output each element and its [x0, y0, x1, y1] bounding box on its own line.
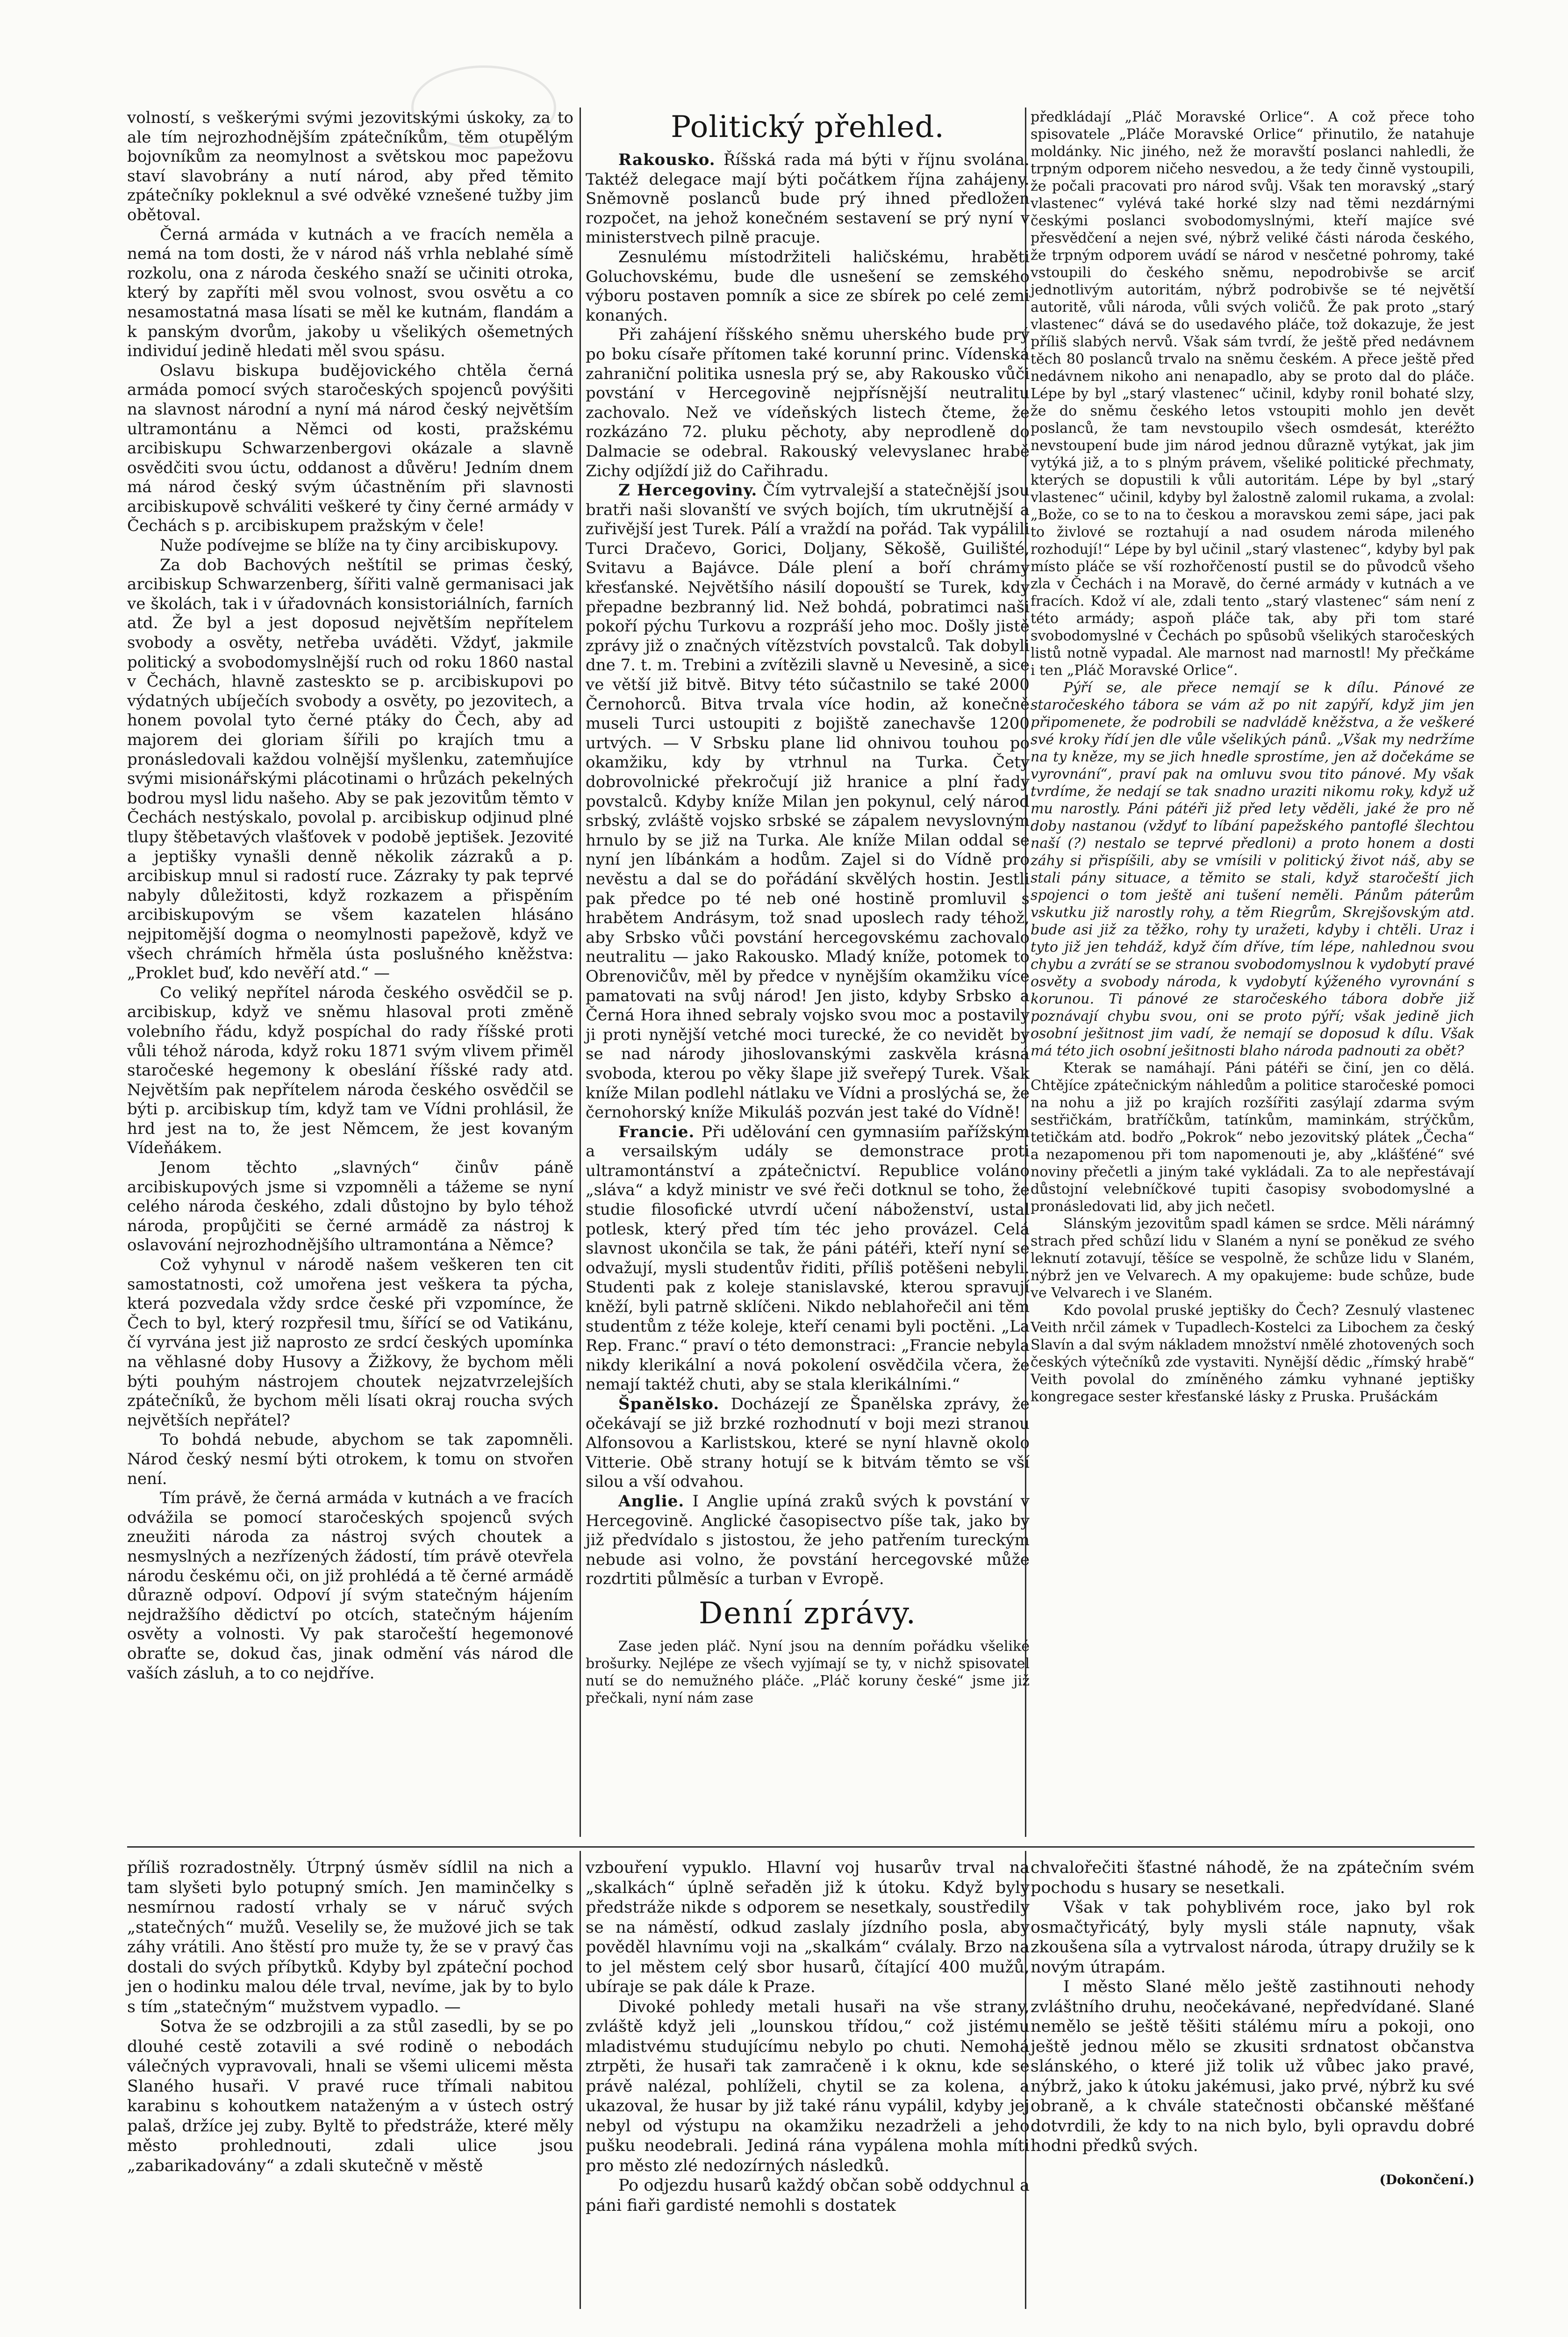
paragraph: Kdo povolal pruské jeptišky do Čech? Zesnulý vlastenec Veith nrčil zámek v Tupadlech-Kostelci za Libochem za český Slavín a dal svým nákladem množství nmělé zhotovených soch českých výtečníků zde vystaviti. Nynější dědic „římský hrabě“ Veith povolal do zmíněného zámku vyhnané jeptišky kongregace sester křesťanské lásky z Pruska. Prušáckám: [1031, 1302, 1475, 1405]
paragraph: Slánským jezovitům spadl kámen se srdce. Měli nárámný strach před schůzí lidu v Slaném a nyní se poněkud ze svého leknutí zotavují, těšíce se vespolně, že schůze lidu v Slaném, nýbrž jen ve Velvarech. A my opakujeme: bude schůze, bude ve Velvarech i ve Slaném.: [1031, 1216, 1475, 1301]
section-heading: Anglie.: [618, 1491, 685, 1511]
section-heading: Francie.: [618, 1122, 695, 1141]
section-heading: Z Hercegoviny.: [618, 481, 758, 500]
paragraph: Černá armáda v kutnách a ve fracích neměla a nemá na tom dosti, že v národ náš vrhla neblahé símě rozkolu, ona z národa českého snaží se učiniti otroka, který by zapříti měl svou volnost, svou osvětu a co nesamostatná masa lísati se měl ke kutnám, flandám a k panským dvorům, jakoby u všelikých ošemetných individuí jedině hledati měl svou spásu.: [127, 225, 573, 361]
continued-note: (Dokončení.): [1379, 2172, 1475, 2187]
politics-column: [586, 108, 1030, 1707]
section-text: Při zahájení říšského sněmu uherského bude prý po boku císaře přítomen také korunní princ. Vídenská zahraniční politika usnesla prý se, aby Rakousko vůči povstání v Hercegovině nejpřísnější neutralitu zachovalo. Než ve vídeňských listech čteme, že rozkázáno 72. pluku pěchoty, aby neprodleně do Dalmacie se odebral. Rakouský velevyslanec hrabě Zichy odjíždí již do Cařihradu.: [586, 325, 1030, 480]
section-text: I Anglie upíná zraků svých k povstání v Hercegovině. Anglické časopisectvo píše tak, jako by již předvídalo s jistostou, že jeho patřením tureckým nebude asi volno, že povstání hercegovské může rozdrtiti půlměsíc a turban v Evropě.: [586, 1491, 1030, 1589]
paragraph: Za dob Bachových neštítil se primas český, arcibiskup Schwarzenberg, šířiti valně germanisaci jak ve školách, tak i v úřadovnách konsistoriálních, farních atd. Že byl a jest doposud největším nepřítelem svobody a osvěty, netřeba uváděti. Vždyť, jakmile politický a svobodomyslnější ruch od roku 1860 nastal v Čechách, hlavně zasteskto se p. arcibiskupovi po výdatných ubíječích svobody a osvěty, po jezovitech, a honem povolal tyto černé ptáky do Čech, aby ad majorem dei gloriam šířili po krajích tmu a pronásledovali každou volnější myšlenku, zatemňujíce svými misionářskými plácotinami o hrůzách pekelných bodrou mysl lidu našeho. Aby se pak jezovitům těmto v Čechách nestýskalo, povolal p. arcibiskup odjinud plné tlupy štěbetavých vlašťovek v podobě jeptišek. Jezovité a jeptišky vynašli denně několik zázraků a p. arcibiskup mnul si radostí ruce. Zázraky ty pak teprvé nabyly důležitosti, když rozkazem a přispěním arcibiskupovým se všem kazatelen hlásáno nejpitomější dogma o neomylnosti papežově, když ve všech chrámích hřměla ústa poslušného kněžstva: „Proklet buď, kdo nevěří atd.“ —: [127, 555, 573, 983]
paragraph: Však v tak pohyblivém roce, jako byl rok osmačtyřicátý, byly mysli stále napnuty, však zkoušena síla a vytrvalost národa, útrapy družily se k novým útrapám.: [1031, 1898, 1475, 1977]
daily-text: Zase jeden pláč. Nyní jsou na denním pořádku všeliké brošurky. Nejlépe ze všech vyjímají se ty, v nichž spisovatel nutí se do nemužného pláče. „Pláč koruny české“ jsme již přečkali, nyní nám zase: [586, 1638, 1030, 1706]
paragraph: I město Slané mělo ještě zastihnouti nehody zvláštního druhu, neočekávané, nepředvídané. Slané nemělo se ještě těšiti stálému míru a pokoji, ono ještě jednou mělo se zkusiti srdnatost občanstva slánského, o které již tolik už vůbec jako pravé, nýbrž, jako k útoku jakémusi, jako prvé, nýbrž ku své obraně, a k chvále statečnosti občanské měšťané dotvrdili, že kdy to na nich bylo, byli opravdu dobré hodni předků svých.: [1031, 1978, 1475, 2155]
paragraph: Pýří se, ale přece nemají se k dílu. Pánové ze staročeského tábora se vám až po nit zapýří, když jim jen připomenete, že podrobili se nadvládě kněžstva, a že veškeré své kroky řídí jen dle vůle všelikých pánů. „Však my nedržíme na ty kněze, my se jich hnedle sprostíme, jen až dočekáme se vyrovnání“, praví pak na omluvu svou tito pánové. My však tvrdíme, že nedají se tak snadno uraziti nikomu roky, když už mu narostly. Páni pátéři již před lety věděli, jaké že pro ně doby nastanou (vždyť to líbání papežského pantoflé šlechtou naší (?) nestalo se teprvé předloni) a proto honem a dosti záhy si přispíšili, aby se vmísili v politický život náš, aby se stali pány situace, a těmito se stali, když staročeští jich spojenci o tom ještě ani tušení neměli. Pánům páterům vskutku již narostly rohy, a těm Riegrům, Skrejšovským atd. bude asi již za těžko, rohy ty uražeti, kdyby i chtěli. Uraz i tyto již jen tehdáž, když čím dříve, tím lépe, nahlednou svou chybu a zvrátí se se stranou svobodomyslnou k vydobytí pravé osvěty a svobody národa, k vydobytí kýženého vyrovnání s korunou. Ti pánové ze staročeského tábora dobře již poznávají chybu svou, oni se proto pýří; však jedině jich osobní ješitnost jim vadí, že nemají se doposud k dílu. Však má této jich osobní ješitnosti blaho národa padnouti za obět?: [1031, 680, 1475, 1059]
paragraph: předkládají „Pláč Moravské Orlice“. A což přece toho spisovatele „Pláče Moravské Orlice“ přinutilo, že natahuje moldánky. Nic jiného, než že moravští poslanci nahledli, že trpným odporem ničeho nesvedou, a že tedy činně vystoupili, že počali pracovati pro národ svůj. Však ten moravský „starý vlastenec“ vylévá také horké slzy nad těmi nezdárnými českými poslanci svobodomyslnými, kteří majíce své přesvědčení a nejen své, nýbrž veliké části národa českého, že trpným odporem uvádí se národ v nesčetné pohromy, také vstoupili do českého sněmu, nepodrobivše se arciť jednotlivým autoritám, nýbrž podrobivše se té největší autoritě, vůli národa, vůli svých voličů. Že pak proto „starý vlastenec“ dává se do usedavého pláče, tož dokazuje, že jest příliš slabých nervů. Však sám tvrdí, že ještě před nedávnem těch 80 poslanců trvalo na sněmu českém. A přece ještě před nedávnem nikoho ani nenapadlo, aby se proto dal do pláče. Lépe by byl „starý vlastenec“ učinil, kdyby ronil bohaté slzy, že do sněmu českého letos vstoupiti mohlo jen devět poslanců, že tam nevstoupilo všech osmdesát, kteréžto nevstoupení bude jim národ jednou důrazně vytýkat, jak jim vytýká již, a to s plným právem, všeliké politické přechmaty, kterých se dopustili k vůli autoritám. Lépe by byl „starý vlastenec“ učinil, kdyby byl žalostně zalomil rukama, a zvolal: „Bože, co se to na to českou a moravskou zemi sápe, jaci pak to živlové se roztahují a nad osudem národa mileného rozhodují!“ Lépe by byl učinil „starý vlastenec“, kdyby byl pak místo pláče se vší rozhořčeností pustil se do původců všeho zla v Čechách i na Moravě, do černé armády v kutnách a ve fracích. Kdož ví ale, zdali tento „starý vlastenec“ sám není z této armády; aspoň pláče tak, aby při tom staré svobodomyslné v Čechách po spůsobů všelikých staročeských listů notně vypadal. Ale marnost nad marnostl! My přečkáme i ten „Pláč Moravské Orlice“.: [1031, 109, 1475, 679]
paragraph: Kterak se namáhají. Páni pátéři se činí, jen co dělá. Chtějíce zpátečnickým náhledům a politice staročeské pomoci na nohu a již po krajích rozšířiti zasýlají zdarma svým sestřičkám, bratříčkům, tatínkům, maminkám, strýčkům, tetičkám atd. bodřo „Pokrok“ nebo jezovitský plátek „Čecha“ a nezapomenou při tom napomenouti je, aby „klášťéné“ své noviny přečetli a jiným také vykládali. Za to ale nepřestávají důstojní velebníčkové tupiti časopisy svobodomyslné a pronásledovati lid, aby jich nečetl.: [1031, 1060, 1475, 1215]
paragraph: Což vyhynul v národě našem veškeren ten cit samostatnosti, což umořena jest veškera ta pýcha, která pozvedala vždy srdce české při vzpomínce, že Čech to byl, který rozpřesil tmu, šířící se od Vatikánu, čí vyrvána jest již naprosto ze srdcí českých upomínka na věhlasné doby Husovy a Žižkovy, že bychom měli býti pouhým nástrojem choutek nejzatvrzelejších zpátečníků, že bychom měli lísati okraj roucha svých největších nepřátel?: [127, 1255, 573, 1430]
paragraph: Nuže podívejme se blíže na ty činy arcibiskupovy.: [160, 536, 559, 555]
section-text: Čím vytrvalejší a statečnější jsou bratři naši slovanští ve svých bojích, tím ukrutnější a zuřivější jest Turek. Pálí a vraždí na pořád. Tak vypálili Turci Dračevo, Gorici, Doljany, Sěkošě, Guilišté, Svitavu a Bajávce. Dále plení a boří chrámy křesťanské. Největšího násilí dopouští se Turek, kdy přepadne bezbranný lid. Než bohdá, pobratimci naši pokoří pýchu Turkovu a rozpráší jeho moc. Došly jistě zprávy již o značných vítězstvích povstalců. Tak dobyli dne 7. t. m. Trebini a zvítězili slavně u Nevesině, a sice ve větší již bitvě. Bitvy této súčastnilo se také 2000 Černohorců. Bitva trvala více hodin, až konečně museli Turci ustoupiti z bojiště zanechavše 1200 urtvých. — V Srbsku plane lid ohnivou touhou po okamžiku, kdy by vtrhnul na Turka. Čety dobrovolnické překročují již hranice a plní řady povstalců. Kdyby kníže Milan jen pokynul, celý národ srbský, zvláště vojsko srbské se zápalem nevyslovným hrnulo by se již na Turka. Ale kníže Milan oddal se nyní jen líbánkám a hodům. Zajel si do Vídně pro nevěstu a dal se do pořádání skvělých hostin. Jestli pak předce po té neb oné hostině promluvil s hrabětem Andrásym, tož snad uposlech rady téhož, aby Srbsko vůči povstání hercegovskému zachovalo neutralitu — jako Rakousko. Mladý kníže, potomek to Obrenovičův, měl by předce v nynějším okamžiku více pamatovati na svůj národ! Jen jisto, kdyby Srbsko a Černá Hora ihned sebraly vojsko svou moc a postavily ji proti nynější vetché moci turecké, že co nevidět by se nad národy jihoslovanskými zaskvěla krásná svoboda, kterou po věky šlape již sveřepý Turek. Však kníže Milan podlehl nátlaku ve Vídni a proslýchá se, že černohorský kníže Mikuláš pozván jest také do Vídně!: [586, 481, 1030, 1122]
section-title-daily: Denní zprávy.: [698, 1596, 917, 1631]
section-heading: Španělsko.: [618, 1395, 720, 1413]
section-text: Docházejí ze Španělska zprávy, že očekávají se již brzké rozhodnutí v boji mezi stranou Alfonsovou a Karlistskou, které se nyní hlavně okolo Vitterie. Obě strany hotují se k bitvám těmto se vší silou a vší odvahou.: [586, 1395, 1030, 1491]
paragraph: příliš rozradostněly. Útrpný úsměv sídlil na nich a tam slyšeti bylo potupný smích. Jen maminčelky s nesmírnou radostí vrhaly se v náruč svých „statečných“ mužů. Veselily se, že mužové jich se tak záhy vrátili. Ano štěstí pro muže ty, že se v pravý čas dostali do svých příbytků. Kdyby byl zpáteční pochod jen o hodinku malou déle trval, nevíme, jak by to bylo s tím „statečným“ mužstvem vypadlo. —: [127, 1858, 573, 2016]
section-text: Říšská rada má býti v říjnu svolána. Taktéž delegace mají býti počátkem října zahájeny. Sněmovně poslanců bude prý ihned předložen rozpočet, na jehož konečném sestavení se prý nyní v ministerstvech pilně pracuje.: [586, 151, 1030, 247]
section-title-politics: Politický přehled.: [671, 110, 945, 144]
paragraph: Divoké pohledy metali husaři na vše strany, zvláště když jeli „lounskou třídou,“ což jistému mladistvému studujícímu nebylo po chuti. Nemohá ztrpěti, že husaři tak zamračeně i k oknu, kde se právě nalézal, pohlíželi, chytil se za kolena, a ukazoval, že husar by již také ránu vypálil, kdyby jej nebyl od výstupu na okamžiku nezadrželi a jeho pušku neodebrali. Jediná rána vypálena mohla míti pro město zlé nedozírných následků.: [586, 1997, 1030, 2175]
paragraph: Sotva že se odzbrojili a za stůl zasedli, by se po dlouhé cestě zotavili a své rodině o nebodách válečných vypravovali, hnali se všemi ulicemi města Slaného husaři. V pravé ruce třímali nabitou karabinu s kohoutkem nataženým a v ústech ostrý palaš, držíce jej zuby. Byltě to předstráže, které měly město prohlednouti, zdali ulice jsou „zabarikadovány“ a zdali skutečně v městě: [127, 2017, 573, 2175]
feuilleton-column-2: [586, 1858, 1030, 2215]
section-text: Zesnulému místodržiteli haličskému, hraběti Goluchovskému, bude dle usnešení se zemského výboru postaven pomník a sice ze sbírek po celé zemi konaných.: [586, 247, 1030, 325]
paragraph: volností, s veškerými svými jezovitskými úskoky, za to ale tím nejrozhodnějším zpátečníkům, těm otupělým bojovníkům za neomylnost a světskou moc papežovu staví slavobrány a nutí národ, aby před těmito zpátečníky pokleknul a své odvěké vznešené tužby jim obětoval.: [127, 108, 573, 224]
paragraph: Co veliký nepřítel národa českého osvědčil se p. arcibiskup, když ve sněmu hlasoval proti změně volebního řádu, když pospíchal do rady říšské proti vůli téhož národa, když roku 1871 svým vlivem přiměl staročeské hegemony k obeslání říšské rady atd. Největším pak nepřítelem národa českého osvědčil se býti p. arcibiskup tím, když tam ve Vídni prohlásil, že hrd jest na to, že jest Němcem, že jest kovaným Vídeňákem.: [127, 983, 573, 1158]
horizontal-rule: [127, 1846, 1475, 1848]
column-rule-1: [580, 108, 581, 1837]
feuilleton-column-1: [127, 1858, 573, 2176]
feuilleton-column-3: [1031, 1858, 1475, 2190]
paragraph: Tím právě, že černá armáda v kutnách a ve fracích odvážila se pomocí staročeských spojenců svých zneužiti národa za nástroj svých choutek a nesmyslných a nezřízených žádostí, tím právě otevřela národu českému oči, on již prohlédá a tě černé armádě důrazně odpoví. Odpoví jí svým statečným hájením nejdražšího dědictví po otcích, statečným hájením osvěty a volnosti. Vy pak staročeští hegemonové obraťte se, dokud čas, jinak odmění vás národ dle vaších zásluh, a to co nejdříve.: [127, 1489, 573, 1683]
paragraph: Oslavu biskupa budějovického chtěla černá armáda pomocí svých staročeských spojenců povýšiti na slavnost národní a nyní má národ český největším ultramontánu a Němci od kosti, pražskému arcibiskupu Schwarzenbergovi okázale a slavně osvědčiti svou úctu, oddanost a důvěru! Jedním dnem má národ český svým účastněním při slavnosti arcibiskupově schváliti veškeré ty činy černé armády v Čechách s p. arcibiskupem pražským v čele!: [127, 361, 573, 536]
paragraph: chvalořečiti šťastné náhodě, že na zpátečním svém pochodu s husary se nesetkali.: [1031, 1858, 1475, 1897]
article-column-3: [1031, 108, 1475, 1405]
bottom-rule-1: [580, 1851, 581, 2309]
paragraph: Jenom těchto „slavných“ činův páně arcibiskupových jsme si vzpomněli a tážeme se nyní celého národa českého, zdali důstojno by bylo téhož národa, propůjčiti se černé armádě za nástroj k oslavování nejrozhodnějšího ultramontána a Němce?: [127, 1158, 573, 1255]
section-text: Při udělování cen gymnasiím pařížským a versailským udály se demonstrace proti ultramontánství a zpátečnictví. Republice voláno „sláva“ a když ministr ve své řeči dotknul se toho, že studie filosofické utvrdí učení náboženství, ustal potlesk, který před tím téc jeho provázel. Celá slavnost ukončila se tak, že páni pátéři, kteří nyní se odvažují, mysli studentův řiditi, příliš potěšeni nebyli. Studenti pak z koleje stanislavské, kterou spravují kněží, byli patrně sklíčeni. Nikdo neblahořečil ani těm studentům z téže koleje, kteří cenami byli poctěni. „La Rep. Franc.“ praví o této demonstraci: „Francie nebyla nikdy klerikální a nová pokolení osvědčila včera, že nemají taktéž chuti, aby se stala klerikálními.“: [586, 1122, 1030, 1394]
section-heading: Rakousko.: [618, 151, 716, 169]
paragraph: Po odjezdu husarů každý občan sobě oddychnul a páni fiaři gardisté nemohli s dostatek: [586, 2176, 1030, 2215]
article-column-1: [127, 108, 573, 1683]
paragraph: To bohdá nebude, abychom se tak zapomněli. Národ český nesmí býti otrokem, k tomu on stvořen není.: [127, 1430, 573, 1488]
paragraph: vzbouření vypuklo. Hlavní voj husarův trval na „skalkách“ úplně seřaděn již k útoku. Když byly předstráže nikde s odporem se nesetkaly, soustředily se na náměstí, odkud zaslaly jízdního posla, aby pověděl hlavnímu voji na „skalkám“ cválaly. Brzo na to jel městem celý sbor husarů, čítající 400 mužů, ubíraje se pak dále k Praze.: [586, 1858, 1030, 1996]
